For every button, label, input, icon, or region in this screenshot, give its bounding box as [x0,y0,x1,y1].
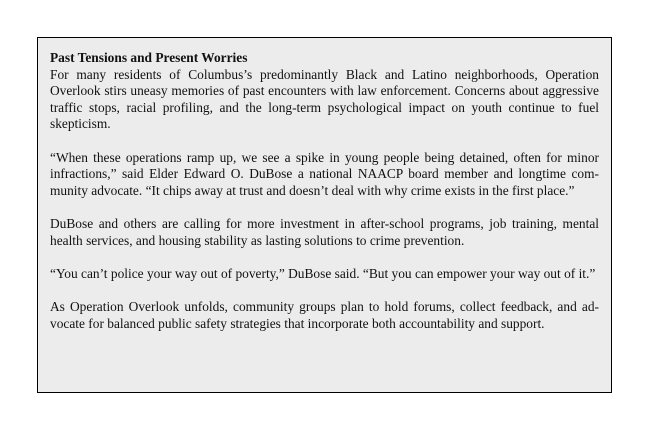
section-heading: Past Tensions and Present Worries [50,50,248,65]
paragraph-poverty-quote: “You can’t police your way out of poverty,” DuBose said. “But you can empower your way out of it.” [50,265,596,281]
paragraph-community-forums: As Operation Overlook unfolds, community groups plan to hold forums, collect feedback, and advocate for balanced public safety strategies that incorporate both accountability and support. [50,298,599,331]
article-sidebar-box [37,37,612,393]
paragraph-intro: For many residents of Columbus’s predominantly Black and Latino neighborhoods, Operation Overlook stirs uneasy memories of past encounters with law enforcement. Concerns about aggressive traffic stops, racial profiling, and the long-term psychological impact on youth continue to fuel skepticism. [50,66,599,132]
paragraph-quote-dubose: “When these operations ramp up, we see a spike in young people being detained, often for minor infractions,” said Elder Edward O. DuBose a national NAACP board member and longtime community advocate. “It chips away at trust and doesn’t deal with why crime exists in the first place.” [50,149,599,198]
paragraph-investment-call: DuBose and others are calling for more investment in after-school programs, job training, mental health services, and housing stability as lasting solutions to crime prevention. [50,215,599,248]
